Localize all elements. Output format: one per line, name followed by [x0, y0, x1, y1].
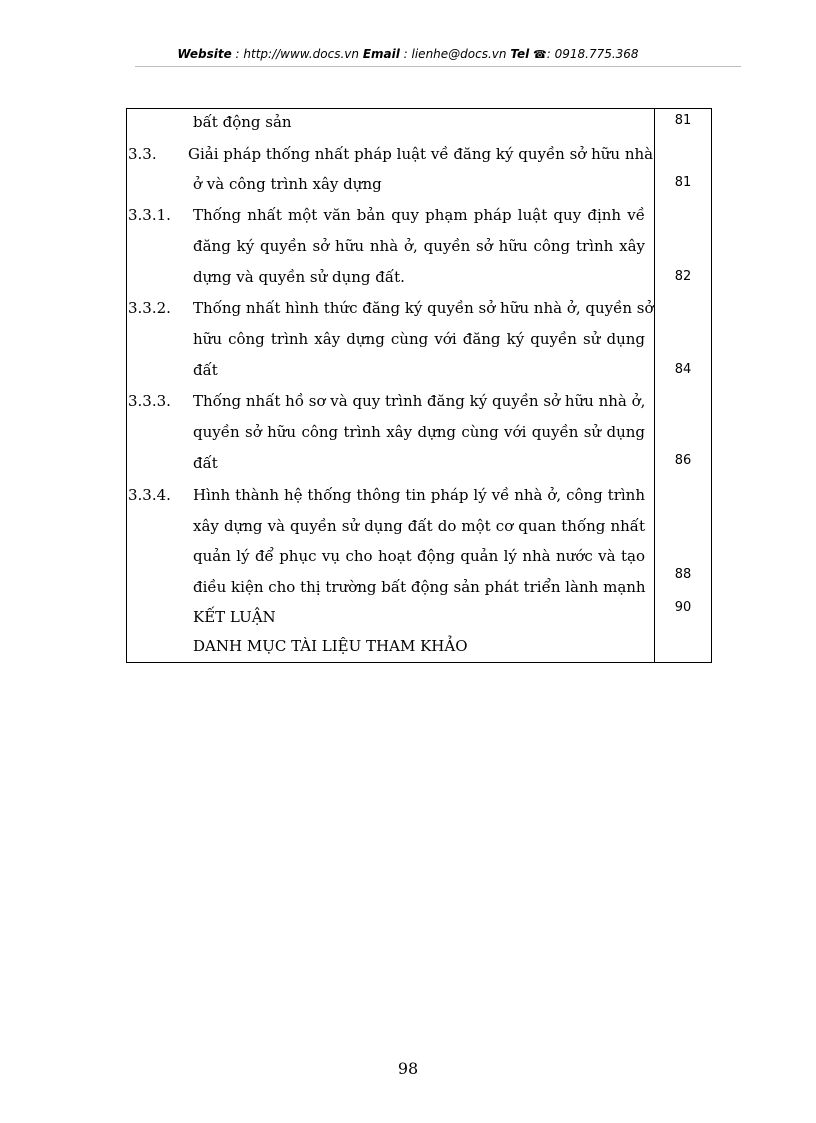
toc-row-5-line-3: điều kiện cho thị trường bất động sản phát triển lành mạnh: [193, 578, 646, 596]
toc-row-3-page: 84: [674, 362, 692, 377]
tel-label: Tel: [510, 47, 530, 61]
page-header: [0, 47, 816, 61]
toc-row-5-page: 88: [674, 567, 692, 582]
toc-row-2-line-0: Thống nhất một văn bản quy phạm pháp luật quy định về: [193, 206, 645, 224]
toc-row-4-line-0: Thống nhất hồ sơ và quy trình đăng ký quyền sở hữu nhà ở,: [193, 392, 646, 410]
toc-row-2-number: 3.3.1.: [128, 206, 171, 224]
email-label: Email: [362, 47, 400, 61]
toc-row-4-line-1: quyền sở hữu công trình xây dựng cùng với quyền sử dụng: [193, 423, 645, 441]
toc-row-1-number: 3.3.: [128, 145, 157, 163]
toc-row-7-line-0: DANH MỤC TÀI LIỆU THAM KHẢO: [193, 637, 468, 655]
toc-row-1-line-0: Giải pháp thống nhất pháp luật về đăng ký quyền sở hữu nhà: [188, 145, 654, 163]
toc-row-2-page: 82: [674, 269, 692, 284]
website-value: : http://www.docs.vn: [231, 47, 363, 61]
toc-row-5-number: 3.3.4.: [128, 486, 171, 504]
toc-row-1-page: 81: [674, 175, 692, 190]
toc-row-3-line-2: đất: [193, 361, 218, 379]
toc-row-2-line-1: đăng ký quyền sở hữu nhà ở, quyền sở hữu công trình xây: [193, 237, 645, 255]
website-label: Website: [177, 47, 232, 61]
toc-row-4-page: 86: [674, 453, 692, 468]
email-value: : lienhe@docs.vn: [399, 47, 511, 61]
toc-row-1-line-1: ở và công trình xây dựng: [193, 175, 382, 193]
toc-row-4-number: 3.3.3.: [128, 392, 171, 410]
tel-value: : 0918.775.368: [546, 47, 639, 61]
toc-row-6-page: 90: [674, 600, 692, 615]
toc-row-5-line-1: xây dựng và quyền sử dụng đất do một cơ quan thống nhất: [193, 517, 645, 535]
telephone-icon: ☎: [533, 48, 547, 61]
toc-row-6-line-0: KẾT LUẬN: [193, 608, 276, 626]
toc-row-3-number: 3.3.2.: [128, 299, 171, 317]
toc-row-0-page: 81: [674, 113, 692, 128]
toc-row-5-line-2: quản lý để phục vụ cho hoạt động quản lý nhà nước và tạo: [193, 547, 645, 565]
toc-row-4-line-2: đất: [193, 454, 218, 472]
toc-row-5-line-0: Hình thành hệ thống thông tin pháp lý về nhà ở, công trình: [193, 486, 645, 504]
toc-row-3-line-0: Thống nhất hình thức đăng ký quyền sở hữu nhà ở, quyền sở: [193, 299, 654, 317]
page-number: 98: [397, 1059, 419, 1078]
toc-row-3-line-1: hữu công trình xây dựng cùng với đăng ký quyền sử dụng: [193, 330, 645, 348]
toc-row-2-line-2: dựng và quyền sử dụng đất.: [193, 268, 405, 286]
header-rule: [135, 66, 741, 67]
toc-row-0-line-0: bất động sản: [193, 113, 292, 131]
toc-column-divider: [654, 108, 655, 663]
